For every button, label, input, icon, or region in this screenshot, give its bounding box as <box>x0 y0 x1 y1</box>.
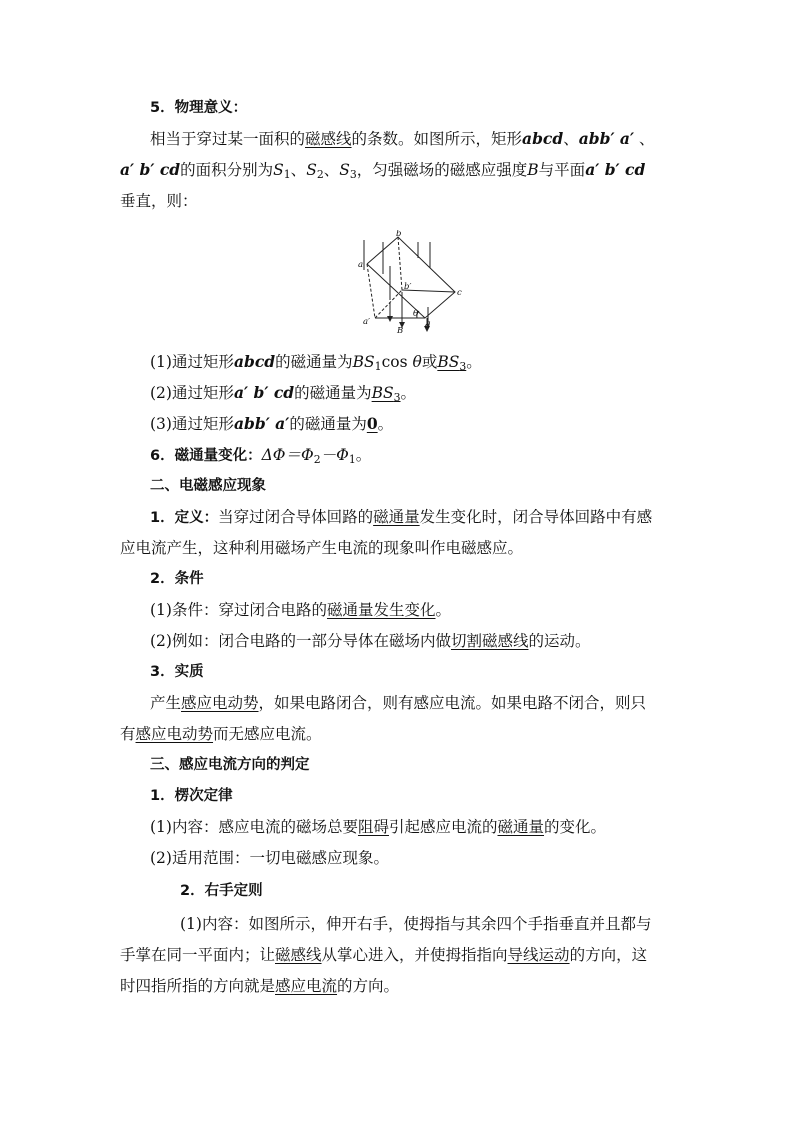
s2-essence-heading: 3．实质 <box>150 664 204 680</box>
lenz-scope: (2)适用范围：一切电磁感应现象。 <box>150 849 389 867</box>
label-ap: a′ <box>363 317 370 327</box>
label-b: b <box>396 230 402 239</box>
flux-diagram <box>355 230 467 334</box>
edge-ap-bp <box>375 290 402 318</box>
label-c: c <box>457 288 462 298</box>
s2-essence-line-2: 有感应电动势而无感应电流。 <box>120 725 322 743</box>
edge-a-ap <box>367 264 375 318</box>
label-a: a <box>358 260 364 270</box>
s2-condition-heading: 2．条件 <box>150 571 204 587</box>
section-heading-3: 三、感应电流方向的判定 <box>150 757 310 773</box>
item-2: (2)通过矩形a′ b′ cd的磁通量为$BS_3$。 <box>150 383 417 404</box>
right-hand-heading: 2．右手定则 <box>180 883 263 899</box>
heading-5: 5．物理意义： <box>150 100 248 116</box>
edge-b-bp <box>398 237 402 290</box>
label-bp: b′ <box>404 282 412 292</box>
right-hand-line-1: (1)内容：如图所示，伸开右手，使拇指与其余四个手指垂直并且都与 <box>180 915 652 933</box>
s2-def-line-1: 1．定义：当穿过闭合导体回路的磁通量发生变化时，闭合导体回路中有感 <box>150 508 653 526</box>
s2-essence-line-1: 产生感应电动势，如果电路闭合，则有感应电流。如果电路不闭合，则只 <box>150 694 647 712</box>
para-1-line-2: a′ b′ cd的面积分别为$S_1$、$S_2$、$S_3$，匀强磁场的磁感应强度B与平面a′ b′ cd <box>120 160 646 181</box>
arrow-head <box>387 316 393 322</box>
item-1: (1)通过矩形abcd的磁通量为$BS_1\cos$ θ或$BS_3$。 <box>150 352 482 373</box>
para-1-line-3: 垂直，则： <box>120 192 198 210</box>
right-hand-line-2: 手掌在同一平面内；让磁感线从掌心进入，并使拇指指向导线运动的方向，这 <box>120 946 648 964</box>
lenz-content: (1)内容：感应电流的磁场总要阻碍引起感应电流的磁通量的变化。 <box>150 818 607 836</box>
label-d: d <box>425 321 431 331</box>
s2-def-line-2: 应电流产生，这种利用磁场产生电流的现象叫作电磁感应。 <box>120 539 524 557</box>
right-hand-line-3: 时四指所指的方向就是感应电流的方向。 <box>120 977 400 995</box>
s2-condition-2: (2)例如：闭合电路的一部分导体在磁场内做切割磁感线的运动。 <box>150 632 591 650</box>
rectangle-abcd <box>367 237 455 318</box>
lenz-heading: 1．楞次定律 <box>150 788 233 804</box>
section-heading-2: 二、电磁感应现象 <box>150 478 266 494</box>
label-B: B <box>397 326 404 334</box>
label-theta: θ <box>413 309 419 319</box>
s2-condition-1: (1)条件：穿过闭合电路的磁通量发生变化。 <box>150 601 452 619</box>
para-1-line-1: 相当于穿过某一面积的磁感线的条数。如图所示，矩形abcd、abb′ a′ 、 <box>150 129 655 148</box>
heading-6: 6．磁通量变化：$\Delta\Phi=\Phi_2-\Phi_1$。 <box>150 446 372 466</box>
item-3: (3)通过矩形abb′ a′的磁通量为0。 <box>150 414 394 433</box>
